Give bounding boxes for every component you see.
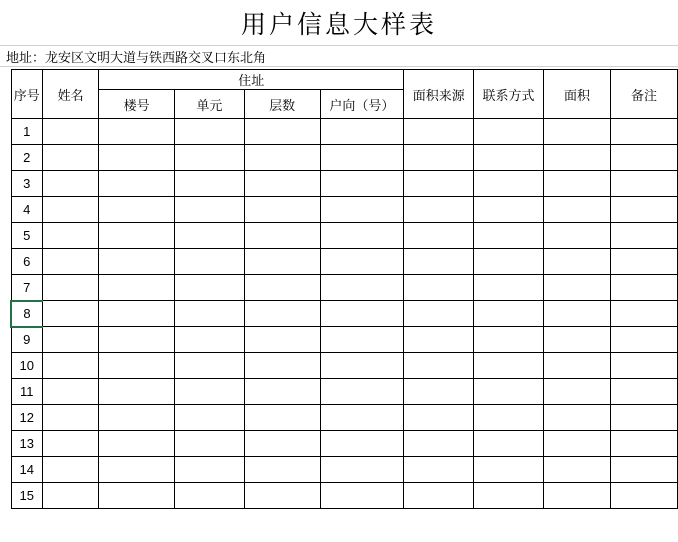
cell-building[interactable] [99,197,175,223]
cell-name[interactable] [42,353,98,379]
cell-remark[interactable] [610,353,677,379]
row-number-cell[interactable]: 4 [11,197,42,223]
cell-contact[interactable] [474,171,544,197]
header-floor-label: 层数 [269,97,296,113]
cell-orientation[interactable] [320,327,404,353]
cell-floor[interactable] [244,405,320,431]
cell-contact[interactable] [474,353,544,379]
table-row[interactable] [11,197,678,223]
cell-area[interactable] [543,353,610,379]
cell-area[interactable] [543,171,610,197]
cell-contact[interactable] [474,145,544,171]
cell-area[interactable] [543,379,610,405]
cell-area[interactable] [543,197,610,223]
cell-floor[interactable] [244,301,320,327]
row-number-cell[interactable]: 10 [11,353,42,379]
row-number-cell[interactable]: 6 [11,249,42,275]
address-text: 地址：龙安区文明大道与铁西路交叉口东北角 [6,49,267,65]
cell-unit[interactable] [175,405,245,431]
cell-remark[interactable] [610,327,677,353]
cell-floor[interactable] [244,275,320,301]
table-row-selected[interactable] [11,301,678,327]
cell-area[interactable] [543,483,610,509]
table-row[interactable] [11,275,678,301]
row-number-cell[interactable]: 14 [11,457,42,483]
cell-floor[interactable] [244,431,320,457]
table-body [11,119,678,509]
cell-area[interactable] [543,275,610,301]
cell-area-source[interactable] [404,119,474,145]
cell-remark[interactable] [610,405,677,431]
cell-orientation[interactable] [320,483,404,509]
cell-remark[interactable] [610,197,677,223]
cell-building[interactable] [99,301,175,327]
table-row[interactable] [11,223,678,249]
row-number-cell[interactable]: 11 [11,379,42,405]
cell-floor[interactable] [244,483,320,509]
cell-floor[interactable] [244,171,320,197]
cell-building[interactable] [99,327,175,353]
header-building [99,90,175,119]
cell-building[interactable] [99,171,175,197]
cell-area[interactable] [543,457,610,483]
cell-unit[interactable] [175,483,245,509]
table-row[interactable] [11,353,678,379]
header-remark [610,70,677,119]
cell-area-source[interactable] [404,301,474,327]
header-orientation [320,90,404,119]
cell-contact[interactable] [474,119,544,145]
cell-unit[interactable] [175,301,245,327]
cell-area-source[interactable] [404,249,474,275]
cell-contact[interactable] [474,379,544,405]
header-contact-label: 联系方式 [482,87,535,103]
table-row[interactable] [11,171,678,197]
cell-contact[interactable] [474,275,544,301]
cell-name[interactable] [42,171,98,197]
table-row[interactable] [11,249,678,275]
cell-orientation[interactable] [320,197,404,223]
table-row[interactable] [11,379,678,405]
cell-building[interactable] [99,353,175,379]
table-row[interactable] [11,483,678,509]
cell-area-source[interactable] [404,327,474,353]
table-row[interactable] [11,327,678,353]
cell-area-source[interactable] [404,379,474,405]
cell-area[interactable] [543,119,610,145]
row-number-cell[interactable]: 3 [11,171,42,197]
cell-area[interactable] [543,405,610,431]
header-name-label: 姓名 [57,87,84,103]
cell-floor[interactable] [244,119,320,145]
cell-name[interactable] [42,197,98,223]
header-floor [244,90,320,119]
cell-unit[interactable] [175,379,245,405]
cell-contact[interactable] [474,249,544,275]
cell-remark[interactable] [610,379,677,405]
cell-orientation[interactable] [320,145,404,171]
header-unit [175,90,245,119]
header-seq [11,70,42,119]
cell-area-source[interactable] [404,405,474,431]
user-info-table [10,69,678,509]
address-row [0,45,678,67]
cell-name[interactable] [42,379,98,405]
cell-building[interactable] [99,249,175,275]
page-title: 用户信息大样表 [240,11,437,39]
cell-contact[interactable] [474,301,544,327]
header-address-group-label: 住址 [238,73,265,88]
header-area-source [404,70,474,119]
cell-area[interactable] [543,223,610,249]
cell-orientation[interactable] [320,353,404,379]
cell-name[interactable] [42,457,98,483]
cell-unit[interactable] [175,457,245,483]
cell-orientation[interactable] [320,119,404,145]
cell-floor[interactable] [244,197,320,223]
row-number-cell[interactable]: 1 [11,119,42,145]
row-number-cell[interactable]: 13 [11,431,42,457]
cell-orientation[interactable] [320,223,404,249]
cell-area-source[interactable] [404,483,474,509]
header-area [543,70,610,119]
cell-building[interactable] [99,275,175,301]
cell-area-source[interactable] [404,275,474,301]
cell-remark[interactable] [610,457,677,483]
row-number-cell[interactable]: 15 [11,483,42,509]
cell-remark[interactable] [610,483,677,509]
header-building-label: 楼号 [123,97,150,113]
cell-contact[interactable] [474,431,544,457]
cell-unit[interactable] [175,353,245,379]
cell-name[interactable] [42,249,98,275]
row-number-cell[interactable]: 5 [11,223,42,249]
cell-orientation[interactable] [320,457,404,483]
cell-area-source[interactable] [404,431,474,457]
cell-unit[interactable] [175,171,245,197]
header-orientation-label: 户向（号） [329,97,395,113]
cell-floor[interactable] [244,145,320,171]
cell-building[interactable] [99,405,175,431]
cell-name[interactable] [42,327,98,353]
cell-unit[interactable] [175,223,245,249]
cell-remark[interactable] [610,431,677,457]
header-name [42,70,98,119]
cell-name[interactable] [42,405,98,431]
cell-orientation[interactable] [320,249,404,275]
cell-name[interactable] [42,119,98,145]
header-area-label: 面积 [563,87,590,103]
cell-unit[interactable] [175,431,245,457]
cell-building[interactable] [99,431,175,457]
cell-contact[interactable] [474,483,544,509]
cell-unit[interactable] [175,275,245,301]
cell-floor[interactable] [244,327,320,353]
header-unit-label: 单元 [196,97,223,113]
cell-building[interactable] [99,119,175,145]
cell-unit[interactable] [175,145,245,171]
cell-floor[interactable] [244,457,320,483]
table-row[interactable] [11,431,678,457]
cell-area-source[interactable] [404,457,474,483]
cell-remark[interactable] [610,301,677,327]
cell-floor[interactable] [244,379,320,405]
header-seq-label: 序号 [13,87,40,103]
cell-orientation[interactable] [320,405,404,431]
row-number-cell[interactable]: 7 [11,275,42,301]
cell-name[interactable] [42,431,98,457]
cell-unit[interactable] [175,197,245,223]
cell-orientation[interactable] [320,275,404,301]
cell-building[interactable] [99,145,175,171]
cell-area-source[interactable] [404,197,474,223]
cell-area[interactable] [543,145,610,171]
cell-area-source[interactable] [404,171,474,197]
cell-remark[interactable] [610,275,677,301]
cell-floor[interactable] [244,353,320,379]
cell-name[interactable] [42,223,98,249]
cell-orientation[interactable] [320,301,404,327]
cell-name[interactable] [42,483,98,509]
row-number-cell[interactable]: 8 [11,301,42,327]
header-remark-label: 备注 [630,87,657,103]
header-area-source-label: 面积来源 [412,87,465,103]
cell-area-source[interactable] [404,353,474,379]
cell-name[interactable] [42,145,98,171]
cell-contact[interactable] [474,327,544,353]
cell-orientation[interactable] [320,171,404,197]
cell-area-source[interactable] [404,145,474,171]
cell-remark[interactable] [610,119,677,145]
cell-remark[interactable] [610,145,677,171]
cell-orientation[interactable] [320,431,404,457]
cell-floor[interactable] [244,249,320,275]
cell-contact[interactable] [474,223,544,249]
cell-area[interactable] [543,327,610,353]
title-row [0,0,678,45]
cell-area[interactable] [543,249,610,275]
header-contact [474,70,544,119]
table-head [11,70,678,119]
table-row[interactable] [11,119,678,145]
cell-unit[interactable] [175,249,245,275]
table-row[interactable] [11,405,678,431]
cell-area[interactable] [543,301,610,327]
cell-area-source[interactable] [404,223,474,249]
cell-remark[interactable] [610,249,677,275]
cell-name[interactable] [42,275,98,301]
cell-name[interactable] [42,301,98,327]
header-address-group [99,70,404,90]
table-row[interactable] [11,145,678,171]
cell-area[interactable] [543,431,610,457]
row-number-cell[interactable]: 12 [11,405,42,431]
cell-remark[interactable] [610,171,677,197]
cell-floor[interactable] [244,223,320,249]
cell-contact[interactable] [474,197,544,223]
cell-contact[interactable] [474,405,544,431]
cell-building[interactable] [99,483,175,509]
row-number-cell[interactable]: 2 [11,145,42,171]
row-number-cell[interactable]: 9 [11,327,42,353]
cell-orientation[interactable] [320,379,404,405]
header-row-1 [11,70,678,90]
cell-unit[interactable] [175,119,245,145]
cell-unit[interactable] [175,327,245,353]
cell-building[interactable] [99,223,175,249]
cell-contact[interactable] [474,457,544,483]
cell-building[interactable] [99,457,175,483]
cell-building[interactable] [99,379,175,405]
table-row[interactable] [11,457,678,483]
cell-remark[interactable] [610,223,677,249]
